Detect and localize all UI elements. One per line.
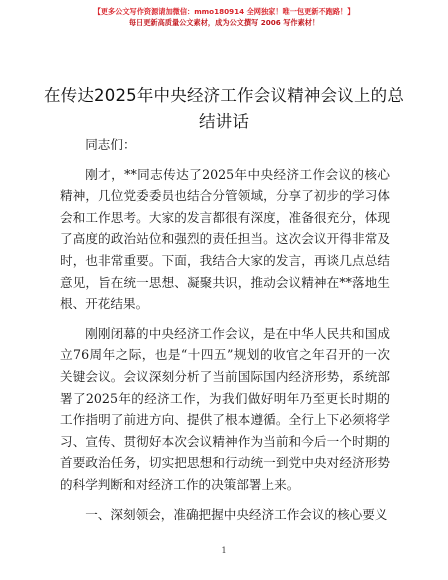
promo-banner-line2: 每日更新高质量公文素材，成为公文撰写 2006 写作素材！ [128,18,320,27]
paragraph-1: 刚才，**同志传达了2025年中央经济工作会议的核心精神，几位党委委员也结合分管领域，分享了初步的学习体会和工作思考。大家的发言都很有深度，准备很充分，体现了高度的政治站位和强烈的责任担当。这次会议开得非常及时，也非常重要。下面，我结合大家的发言，再谈几点总结意见，旨在统一思想、凝聚共识，推动会议精神在**落地生根、开花结果。 [60,166,390,312]
page-number: 1 [221,546,227,555]
document-body [60,134,390,525]
section-heading-1: 一、深刻领会，准确把握中央经济工作会议的核心要义 [85,506,388,522]
document-title: 在传达2025年中央经济工作会议精神会议上的总结讲话 [43,86,405,131]
paragraph-2: 刚刚闭幕的中央经济工作会议，是在中华人民共和国成立76周年之际，也是“十四五”规划的收官之年召开的一次关键会议。会议深刻分析了当前国际国内经济形势，系统部署了2025年的经济工作，为我们做好明年乃至更长时期的工作指明了前进方向、提供了根本遵循。全行上下必须将学习、宣传、贯彻好本次会议精神作为当前和今后一个时期的首要政治任务，切实把思想和行动统一到党中央对经济形势的科学判断和对经济工作的决策部署上来。 [60,325,390,492]
promo-banner [0,6,448,28]
salutation: 同志们： [85,137,136,152]
promo-banner-line1: 【更多公文写作资源请加微信：mmo180914 全网独家！唯一包更新不跑路！】 [93,7,355,16]
